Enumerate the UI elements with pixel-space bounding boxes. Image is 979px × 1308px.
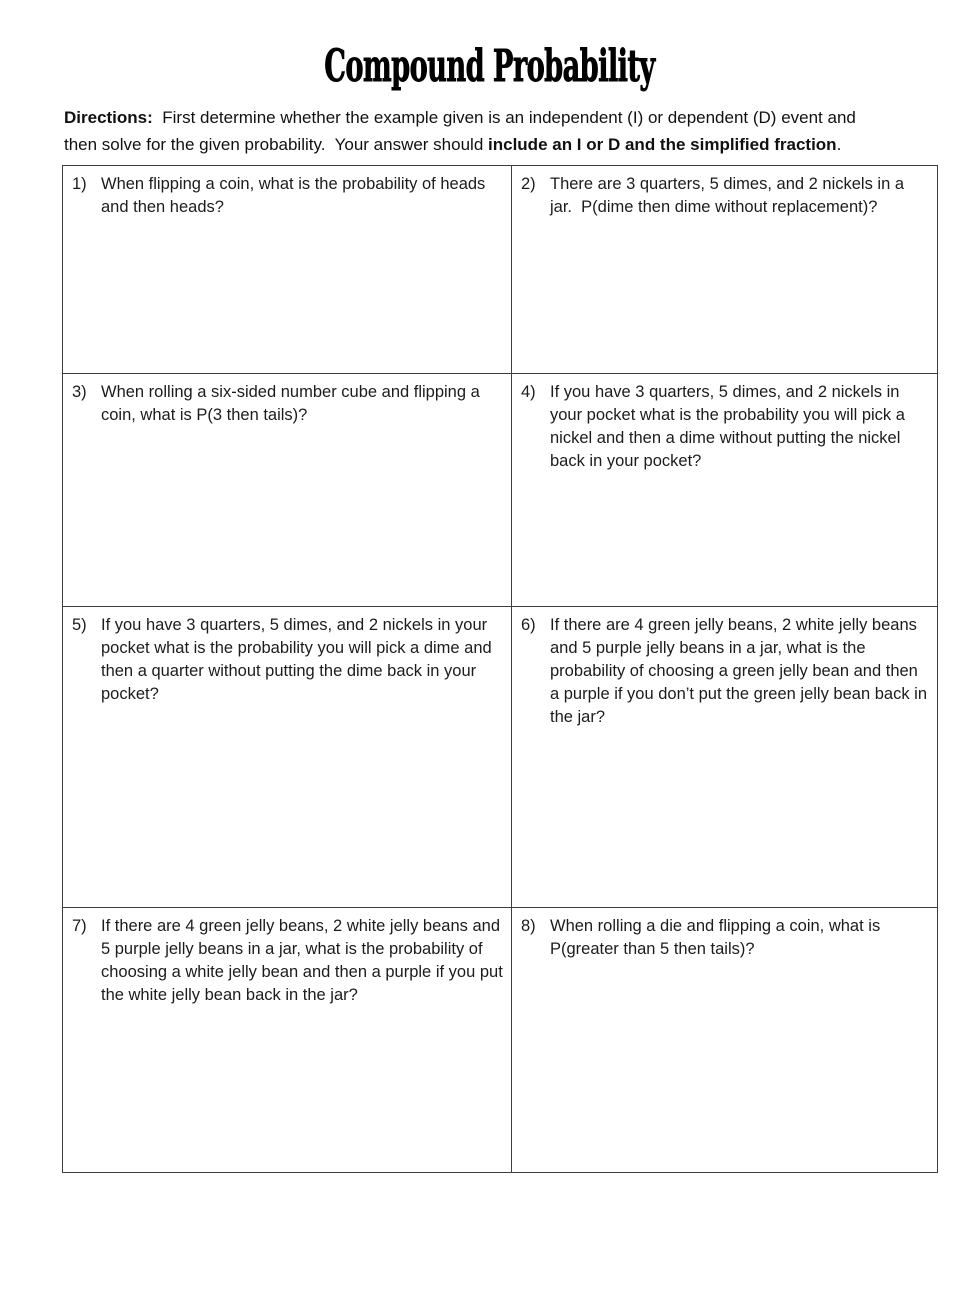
- problem-7: [72, 915, 508, 1007]
- problem-cell-4: [512, 374, 938, 607]
- directions-line2-bold: include an I or D and the simplified fraction: [488, 135, 837, 154]
- problem-cell-1: [63, 166, 512, 374]
- problem-number: 8): [521, 917, 536, 935]
- problem-2: [521, 173, 929, 219]
- directions-line1: First determine whether the example given is an independent (I) or dependent (D) event and: [152, 108, 856, 127]
- problem-number: 5): [72, 616, 87, 634]
- problem-text: When rolling a die and flipping a coin, what is P(greater than 5 then tails)?: [550, 917, 885, 958]
- problem-cell-8: [512, 908, 938, 1173]
- problem-text: There are 3 quarters, 5 dimes, and 2 nickels in a jar. P(dime then dime without replacement)?: [550, 175, 909, 216]
- problem-cell-6: [512, 607, 938, 908]
- problem-text: When rolling a six-sided number cube and flipping a coin, what is P(3 then tails)?: [101, 383, 485, 424]
- directions-line2-start: then solve for the given probability. Your answer should: [64, 135, 489, 154]
- problem-text: If there are 4 green jelly beans, 2 white jelly beans and 5 purple jelly beans in a jar, what is the probability of choosing a green jelly bean and then a purple if you don’t put the green jelly bean back in the jar?: [550, 616, 932, 726]
- table-row: [63, 908, 938, 1173]
- problem-number: 1): [72, 175, 87, 193]
- problem-5: [72, 614, 503, 706]
- directions-line2-end: .: [836, 135, 842, 154]
- table-row: [63, 374, 938, 607]
- problem-1: [72, 173, 503, 219]
- problem-number: 6): [521, 616, 536, 634]
- problem-text: When flipping a coin, what is the probability of heads and then heads?: [101, 175, 490, 216]
- problems-table: [62, 165, 938, 1173]
- problem-text: If you have 3 quarters, 5 dimes, and 2 nickels in your pocket what is the probability you will pick a nickel and then a dime without putting the nickel back in your pocket?: [550, 383, 910, 470]
- problem-text: If you have 3 quarters, 5 dimes, and 2 nickels in your pocket what is the probability you will pick a dime and then a quarter without putting the dime back in your pocket?: [101, 616, 497, 703]
- directions-label: Directions:: [64, 108, 153, 127]
- problem-3: [72, 381, 503, 427]
- problem-number: 7): [72, 917, 87, 935]
- title-bar: [0, 42, 979, 98]
- problem-4: [521, 381, 929, 473]
- problem-number: 2): [521, 175, 536, 193]
- problem-8: [521, 915, 929, 961]
- page-title: Compound Probability: [324, 41, 655, 92]
- problem-number: 4): [521, 383, 536, 401]
- problem-cell-5: [63, 607, 512, 908]
- directions-paragraph: [64, 104, 937, 158]
- problem-number: 3): [72, 383, 87, 401]
- table-row: [63, 166, 938, 374]
- table-row: [63, 607, 938, 908]
- problem-cell-3: [63, 374, 512, 607]
- problem-6: [521, 614, 932, 729]
- problem-text: If there are 4 green jelly beans, 2 white jelly beans and 5 purple jelly beans in a jar, what is the probability of choosing a white jelly bean and then a purple if you put the white jelly bean back in the jar?: [101, 917, 508, 1004]
- problem-cell-7: [63, 908, 512, 1173]
- problem-cell-2: [512, 166, 938, 374]
